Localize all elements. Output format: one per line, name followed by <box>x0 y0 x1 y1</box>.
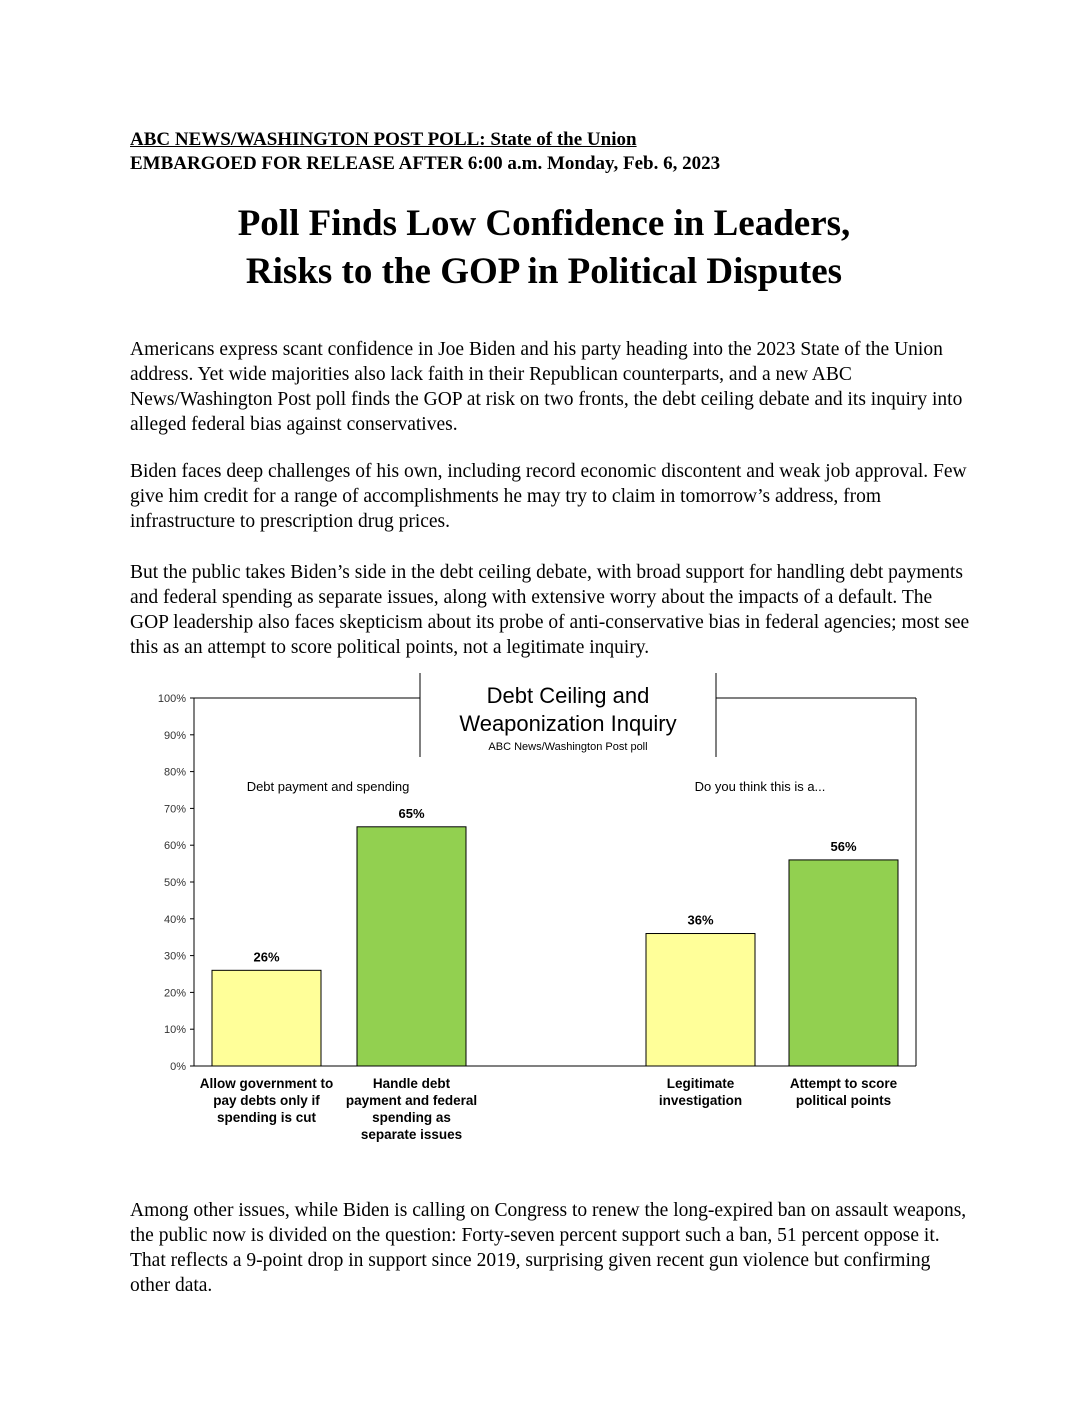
chart-title-line-1: Debt Ceiling and <box>486 683 650 708</box>
group-label: Debt payment and spending <box>246 779 410 794</box>
category-label: Allow government to <box>199 1076 334 1091</box>
category-label: Legitimate <box>666 1076 735 1091</box>
category-label: pay debts only if <box>213 1093 320 1108</box>
chart-title-line-2: Weaponization Inquiry <box>459 711 677 736</box>
headline-line-1: Poll Finds Low Confidence in Leaders, <box>237 203 851 244</box>
category-label: separate issues <box>360 1127 463 1142</box>
bar <box>789 860 898 1066</box>
y-tick-label: 80% <box>163 766 186 779</box>
y-tick-label: 50% <box>163 877 186 889</box>
data-label: 26% <box>253 949 280 965</box>
y-tick-label: 60% <box>163 840 186 853</box>
y-tick-label: 10% <box>163 1024 186 1037</box>
debt-ceiling-chart <box>130 665 930 1145</box>
y-tick-label: 30% <box>163 950 186 963</box>
category-label: spending as <box>372 1110 451 1125</box>
category-label: Handle debt <box>372 1076 451 1091</box>
bar <box>357 827 466 1066</box>
paragraph-3: But the public takes Biden’s side in the debt ceiling debate, with broad support for handling debt payments and federal spending as separate issues, along with extensive worry about the impacts of a default. The GOP leadership also faces skepticism about its probe of anti-conservative bias in federal agencies; most see this as an attempt to score political points, not a legitimate inquiry. <box>130 561 970 658</box>
y-tick-label: 20% <box>163 987 186 1000</box>
category-label: payment and federal <box>345 1093 478 1108</box>
y-tick-label: 90% <box>163 729 186 742</box>
category-label: Attempt to score <box>789 1076 898 1091</box>
headline <box>80 200 1008 296</box>
group-label: Do you think this is a... <box>694 779 826 794</box>
y-tick-label: 100% <box>157 693 186 705</box>
y-tick-label: 0% <box>170 1061 186 1073</box>
poll-header: ABC NEWS/WASHINGTON POST POLL: State of the Union <box>130 129 637 150</box>
category-label: investigation <box>658 1093 743 1108</box>
data-label: 36% <box>687 912 714 928</box>
chart-subtitle: ABC News/Washington Post poll <box>488 741 648 753</box>
data-label: 65% <box>398 805 425 821</box>
bar <box>212 970 321 1066</box>
category-label: spending is cut <box>216 1110 317 1125</box>
paragraph-2: Biden faces deep challenges of his own, including record economic discontent and weak job approval. Few give him credit for a range of accomplishments he may try to claim in tomorrow’s address, from infrastructure to prescription drug prices. <box>130 460 967 532</box>
paragraph-1: Americans express scant confidence in Joe Biden and his party heading into the 2023 State of the Union address. Yet wide majorities also lack faith in their Republican counterparts, and a new ABC News/Washington Post poll finds the GOP at risk on two fronts, the debt ceiling debate and its inquiry into alleged federal bias against conservatives. <box>130 338 963 435</box>
headline-line-2: Risks to the GOP in Political Disputes <box>245 251 843 292</box>
embargo-line: EMBARGOED FOR RELEASE AFTER 6:00 a.m. Monday, Feb. 6, 2023 <box>130 153 721 174</box>
release-header <box>130 128 970 176</box>
y-tick-label: 70% <box>163 803 186 816</box>
paragraph-4: Among other issues, while Biden is calling on Congress to renew the long-expired ban on assault weapons, the public now is divided on the question: Forty-seven percent support such a ban, 51 percent oppose it. That reflects a 9-point drop in support since 2019, surprising given recent gun violence but confirming other data. <box>130 1199 967 1296</box>
data-label: 56% <box>830 838 857 854</box>
bar <box>646 934 755 1066</box>
category-label: political points <box>795 1093 892 1108</box>
y-tick-label: 40% <box>163 913 186 926</box>
